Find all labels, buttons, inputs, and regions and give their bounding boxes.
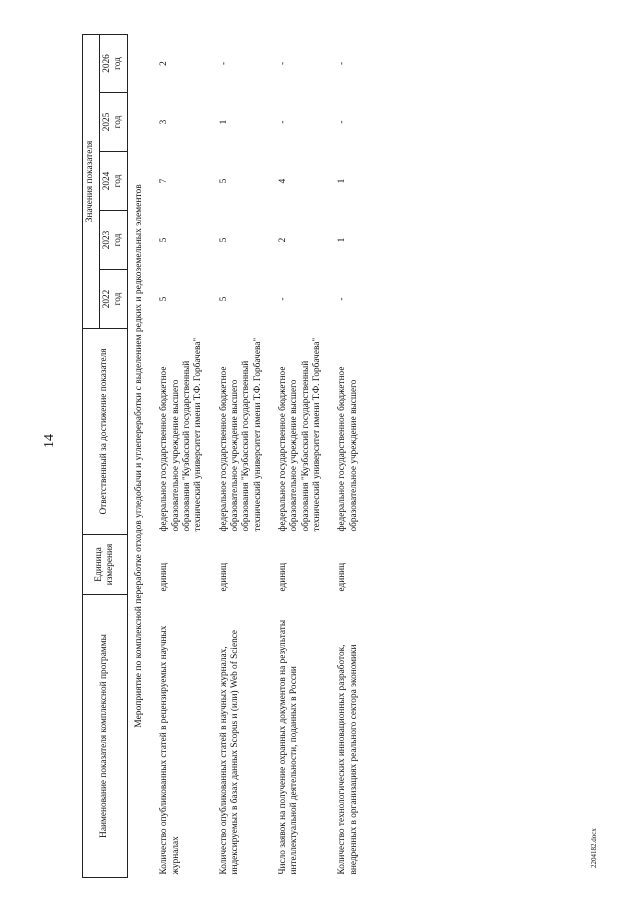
- indicator-unit: единиц: [277, 562, 288, 592]
- rotated-table-frame: [82, 35, 535, 878]
- indicator-unit: единиц: [218, 562, 229, 592]
- table-header: [83, 34, 128, 877]
- footer-file-code: 2204182.docx: [590, 828, 598, 868]
- value-2023: 5: [159, 237, 170, 243]
- table-row: [155, 34, 214, 877]
- indicator-responsible: федеральное государственное бюджетное образовательное учреждение высшего: [337, 366, 359, 532]
- value-2024: 1: [337, 178, 348, 184]
- page-number: 14: [42, 434, 57, 448]
- value-2025: -: [277, 120, 288, 124]
- indicator-name: Число заявок на получение охранных документов на результаты интеллектуальной деятельности, поданных в России: [277, 619, 300, 875]
- value-2022: 5: [218, 296, 229, 302]
- value-2025: -: [337, 120, 348, 124]
- indicators-table: [82, 34, 370, 878]
- value-2024: 7: [159, 178, 170, 184]
- value-2023: 1: [337, 237, 348, 243]
- table-row: [215, 34, 274, 877]
- table-row: [333, 34, 370, 877]
- header-values-group: Значения показателя: [83, 34, 100, 328]
- table-row: [274, 34, 333, 877]
- header-unit: Единица измерения: [83, 535, 128, 595]
- value-2026: -: [277, 61, 288, 66]
- value-2023: 5: [218, 237, 229, 243]
- header-year-2024: 2024 год: [100, 152, 128, 211]
- header-year-2022: 2022 год: [100, 270, 128, 329]
- indicator-name: Количество опубликованных статей в рецензируемых научных журналах: [159, 625, 181, 875]
- indicator-unit: единиц: [159, 562, 170, 592]
- header-year-2025: 2025 год: [100, 93, 128, 152]
- header-name: Наименование показателя комплексной программы: [83, 595, 128, 878]
- value-2026: -: [218, 61, 229, 66]
- value-2023: 2: [277, 237, 288, 243]
- header-year-2026: 2026 год: [100, 34, 128, 92]
- value-2026: -: [337, 61, 348, 66]
- value-2025: 3: [159, 119, 170, 125]
- indicator-name: Количество опубликованных статей в научных журналах, индексируемых в базах данных Scopus и (или) Web of Science: [218, 629, 240, 875]
- indicator-responsible: федеральное государственное бюджетное образовательное учреждение высшего образования "Кузбасский государственный технический университет имени Т.Ф. Горбачева": [277, 337, 322, 532]
- section-title-row: [127, 34, 155, 877]
- value-2024: 5: [218, 178, 229, 184]
- header-year-2023: 2023 год: [100, 211, 128, 270]
- value-2022: -: [337, 297, 348, 301]
- section-title: Мероприятие по комплексной переработке отходов угледобычи и углепереработки с выделением редких и редкоземельных элементов: [133, 184, 144, 728]
- value-2024: 4: [277, 178, 288, 184]
- value-2026: 2: [159, 61, 170, 66]
- indicator-name: Количество технологических инновационных разработок, внедренных в организациях реального сектора экономики: [337, 644, 359, 875]
- value-2025: 1: [218, 119, 229, 125]
- indicator-responsible: федеральное государственное бюджетное образовательное учреждение высшего образования "Кузбасский государственный технический университет имени Т.Ф. Горбачева": [218, 337, 263, 532]
- indicator-responsible: федеральное государственное бюджетное образовательное учреждение высшего образования "Кузбасский государственный технический университет имени Т.Ф. Горбачева": [159, 337, 204, 532]
- value-2022: -: [277, 297, 288, 301]
- value-2022: 5: [159, 296, 170, 302]
- indicator-unit: единиц: [337, 562, 348, 592]
- header-responsible: Ответственный за достижение показателя: [83, 329, 128, 535]
